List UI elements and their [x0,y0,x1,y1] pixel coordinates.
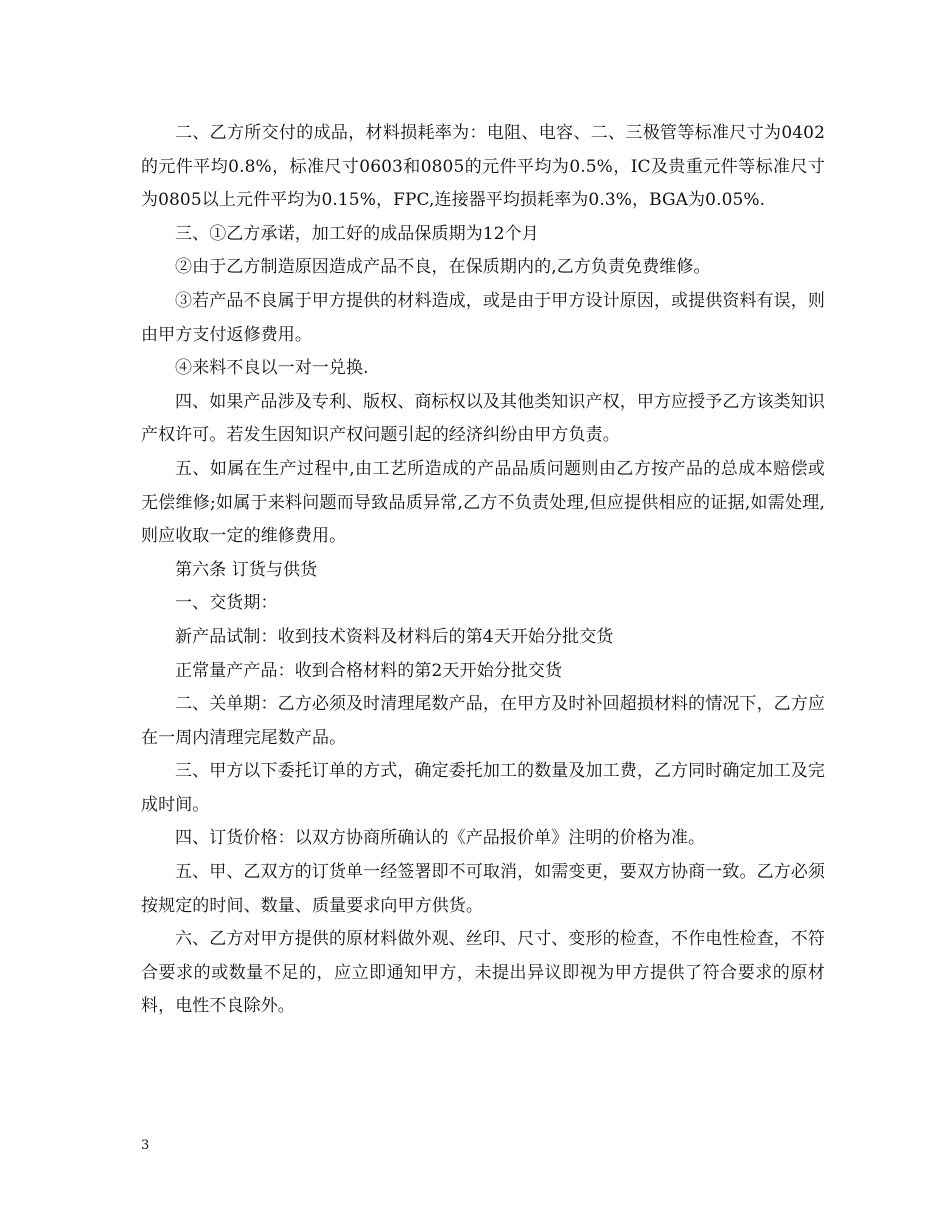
paragraph-mass-production: 正常量产产品：收到合格材料的第2天开始分批交货 [175,660,563,681]
paragraph-order-changes: 五、甲、乙双方的订货单一经签署即不可取消，如需变更，要双方协商一致。乙方必须按规定的时间、数量、质量要求向甲方供货。 [141,862,825,916]
paragraph-quality-liability: 五、如属在生产过程中,由工艺所造成的产品品质问题则由乙方按产品的总成本赔偿或无偿维修;如属于来料问题而导致品质异常,乙方不负责处理,但应提供相应的证据,如需处理,则应收取一定的维修费用。 [141,458,825,547]
paragraph-material-inspection: 六、乙方对甲方提供的原材料做外观、丝印、尺寸、变形的检查，不作电性检查，不符合要求的或数量不足的，应立即通知甲方，未提出异议即视为甲方提供了符合要求的原材料，电性不良除外。 [141,929,825,1017]
paragraph-free-repair: ②由于乙方制造原因造成产品不良，在保质期内的,乙方负责免费维修。 [175,257,711,278]
paragraph-order-closing: 二、关单期：乙方必须及时清理尾数产品，在甲方及时补回超损材料的情况下，乙方应在一周内清理完尾数产品。 [141,694,825,748]
section-heading-article-six: 第六条 订货与供货 [175,559,318,580]
paragraph-order-method: 三、甲方以下委托订单的方式，确定委托加工的数量及加工费，乙方同时确定加工及完成时间。 [141,761,825,815]
document-body [141,117,825,1024]
paragraph-intellectual-property: 四、如果产品涉及专利、版权、商标权以及其他类知识产权，甲方应授予乙方该类知识产权许可。若发生因知识产权问题引起的经济纠纷由甲方负责。 [141,391,825,446]
paragraph-material-loss-rate: 二、乙方所交付的成品，材料损耗率为：电阻、电容、二、三极管等标准尺寸为0402的元件平均0.8%，标准尺寸0603和0805的元件平均为0.5%，IC及贵重元件等标准尺寸为0805以上元件平均为0.15%，FPC,连接器平均损耗率为0.3%，BGA为0.05%. [141,123,825,211]
paragraph-material-exchange: ④来料不良以一对一兑换. [175,358,369,379]
paragraph-order-price: 四、订货价格：以双方协商所确认的《产品报价单》注明的价格为准。 [175,828,706,849]
paragraph-delivery-period: 一、交货期： [175,593,278,614]
paragraph-warranty-period: 三、①乙方承诺，加工好的成品保质期为12个月 [175,223,539,244]
page-number: 3 [141,1138,150,1153]
paragraph-repair-cost: ③若产品不良属于甲方提供的材料造成，或是由于甲方设计原因，或提供资料有误，则由甲方支付返修费用。 [141,290,825,345]
paragraph-new-product-trial: 新产品试制：收到技术资料及材料后的第4天开始分批交货 [175,626,614,647]
